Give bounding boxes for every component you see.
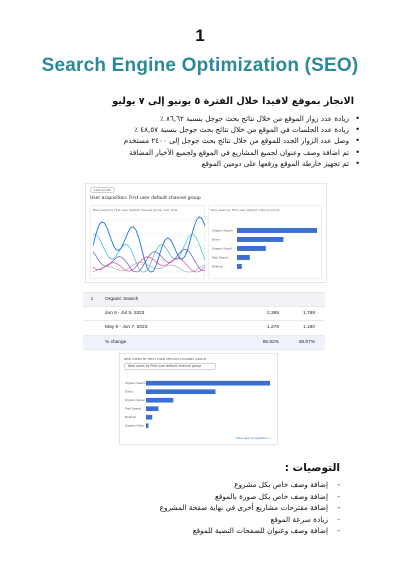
analytics-screenshot-channels (119, 353, 278, 445)
bar (146, 423, 148, 428)
sessions-value: 1,768 (302, 310, 315, 316)
bar (237, 228, 317, 233)
comparison-table (83, 292, 325, 350)
bar (146, 381, 270, 386)
bar-label: Direct (211, 237, 220, 242)
metric-dropdown: New users by First user default channel group (124, 363, 216, 370)
page-number: 1 (195, 26, 205, 45)
row-label: Jun 6 - Jul 5, 2023 (105, 310, 145, 316)
date-range-chip: Last month (90, 187, 115, 193)
recommendation-item: - إضافة وصف وعنوان للصفحات النصية للموقع (60, 525, 340, 537)
series-line (93, 249, 205, 272)
achievement-item: • زيادة عدد زوار الموقع من خلال نتائج بحث جوجل بنسبة ٨٦,٦٢ ٪ (40, 113, 360, 124)
recommendation-item: - إضافة وصف خاص بكل مشروع (60, 479, 340, 491)
bar-label: Organic Social (211, 246, 232, 251)
row-label: % change (105, 339, 127, 345)
recommendations-list (60, 479, 340, 537)
row-label: May 9 - Jun 7, 2023 (105, 325, 148, 331)
bar (237, 264, 242, 269)
users-value: 1,278 (266, 325, 279, 331)
bar (146, 398, 173, 403)
achievement-item: • تم اضافة وصف وعنوان لجميع المشاريع في الموقع ولجميع الأخبار المضافة (40, 147, 360, 158)
bar-label: Organic Search (125, 381, 146, 386)
recommendation-item: - إضافة وصف خاص بكل صورة بالموقع (60, 491, 340, 503)
bar (146, 415, 152, 420)
achievement-item: • زيادة عدد الجلسات في الموقع من خلال نتائج بحث جوجل بنسبة ٤٨,٥٧ ٪ (40, 124, 360, 135)
channel-bar-chart (124, 377, 274, 435)
sessions-value: 1,190 (302, 325, 315, 331)
analytics-screenshot-overview (85, 183, 327, 283)
report-subtitle: User acquisition: First user default channel group (90, 196, 201, 201)
achievements-heading: الانجاز بموقع لافيدا خلال الفترة ٥ يونيو إلى ٧ يوليو (112, 96, 354, 107)
bar (237, 255, 250, 260)
achievement-item: • تم تجهيز خارطة الموقع ورفعها على دومين الموقع (40, 158, 360, 169)
screenshot-topbar (86, 184, 326, 195)
bar-label: Referral (211, 264, 223, 269)
sessions-value: 48.57% (298, 339, 315, 345)
bar-label: Organic Search (211, 228, 233, 233)
bar (237, 237, 283, 242)
table-row (83, 292, 325, 307)
bar-label: Referral (125, 415, 136, 420)
row-index: 1 (90, 296, 94, 302)
bar (146, 406, 158, 411)
card-header: NEW USERS BY FIRST USER DEFAULT CHANNEL GROUP (124, 357, 207, 361)
table-row (83, 336, 325, 351)
bar-label: Paid Search (211, 255, 228, 260)
bar (146, 389, 215, 394)
recommendation-item: - زيادة سرعة الموقع (60, 514, 340, 526)
users-value: 86.62% (262, 339, 279, 345)
page-title: Search Engine Optimization (SEO) (41, 55, 359, 76)
table-row (83, 307, 325, 322)
recommendations-title: التوصيات : (284, 462, 340, 474)
bar (237, 246, 266, 251)
line-chart-title: New users by First user default channel group over time (93, 208, 178, 212)
bar-label: Organic Video (125, 423, 144, 428)
bar-chart-title: New users by First user default channel group (210, 208, 280, 212)
recommendation-item: - إضافة مقترحات مشاريع أخرى في نهاية صفحة المشروع (60, 502, 340, 514)
achievement-item: • وصل عدد الزوار الجدد للموقع من خلال نتائج بحث جوجل إلى ٢٤٠٠ مستخدم (40, 135, 360, 146)
bar-label: Direct (125, 389, 133, 394)
line-chart (93, 216, 207, 280)
row-label: Organic Search (105, 296, 139, 302)
view-acquisition-link: View user acquisition → (235, 436, 271, 440)
line-chart-panel (90, 205, 205, 279)
bar-chart-panel (208, 205, 323, 279)
users-value: 2,385 (266, 310, 279, 316)
achievements-list (40, 113, 360, 169)
table-row (83, 321, 325, 336)
bar-label: Paid Search (125, 406, 142, 411)
bar-label: Organic Social (125, 398, 145, 403)
bar-chart (211, 216, 321, 280)
